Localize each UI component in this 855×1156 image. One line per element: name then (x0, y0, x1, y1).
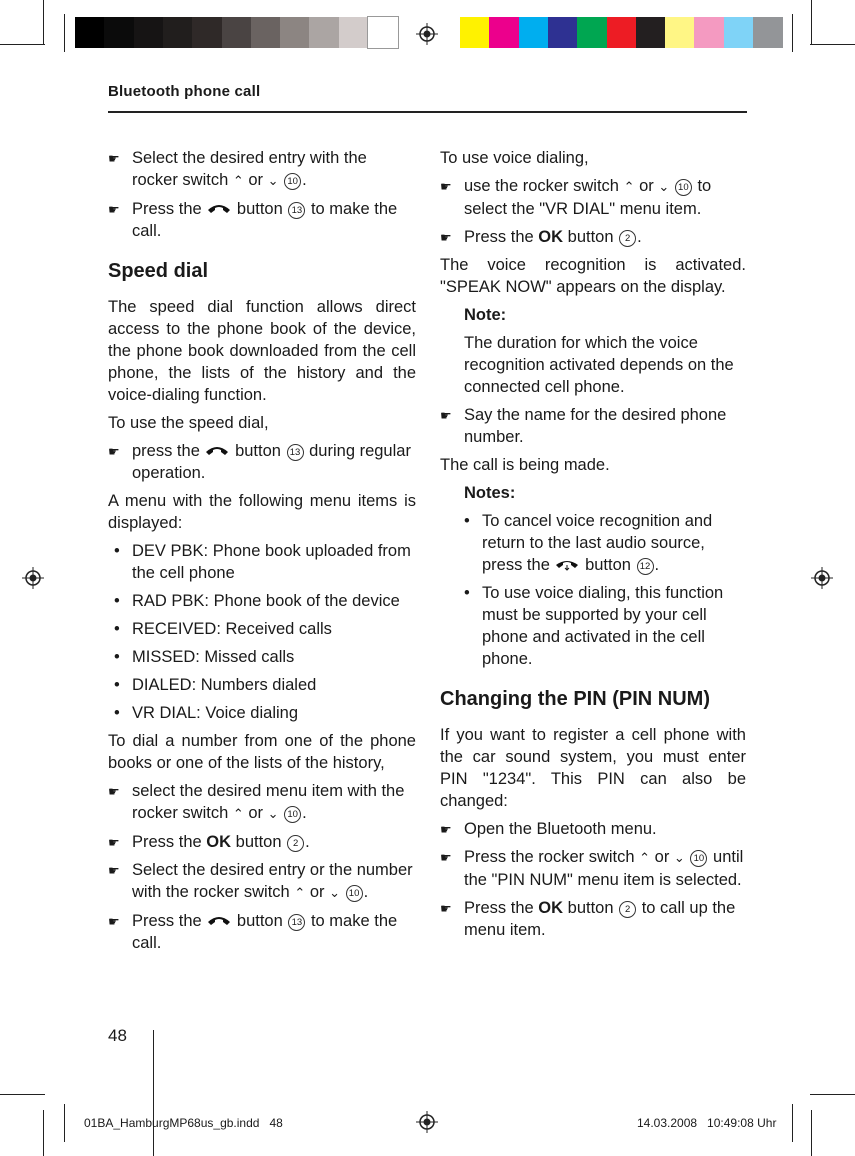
rocker-down-icon: ⌄ (267, 173, 279, 188)
footer-file-name: 01BA_HamburgMP68us_gb.indd 48 (84, 1116, 283, 1130)
instruction-step: ☛ Press the button 13 to make the call. (108, 912, 398, 952)
paragraph: The voice recognition is activated. "SPEAK NOW" appears on the display. (440, 256, 746, 296)
section-title-pin: Changing the PIN (PIN NUM) (440, 688, 710, 710)
registration-mark-icon (416, 23, 438, 45)
paragraph: The speed dial function allows direct access to the phone book of the device, the phone book downloaded from the cell phone, the lists of the history and the voice-dialing function. (108, 298, 416, 404)
process-swatch (724, 17, 754, 48)
paragraph: The call is being made. (440, 456, 610, 474)
instruction-step: ☛ press the button 13 during regular operation. (108, 442, 411, 482)
crop-mark (43, 1110, 44, 1156)
button-number-badge: 13 (288, 202, 305, 219)
gray-swatch (104, 17, 134, 48)
gray-swatch (192, 17, 222, 48)
pointing-hand-icon: ☛ (108, 202, 120, 217)
paragraph: To dial a number from one of the phone books or one of the lists of the history, (108, 732, 416, 772)
crop-mark (792, 1104, 793, 1142)
crop-mark (811, 0, 812, 45)
instruction-step: ☛ select the desired menu item with the rocker switch ⌃ or ⌄ 10 . (108, 780, 416, 825)
note-text: The duration for which the voice recognition activated depends on the connected cell phone. (464, 334, 734, 396)
button-number-badge: 10 (346, 885, 363, 902)
pointing-hand-icon: ☛ (440, 901, 452, 916)
gray-swatch (339, 17, 369, 48)
rocker-up-icon: ⌃ (639, 850, 651, 865)
registration-mark-icon (811, 567, 833, 589)
phone-handset-icon (204, 445, 230, 457)
pointing-hand-icon: ☛ (440, 850, 452, 865)
section-title-speed-dial: Speed dial (108, 260, 209, 282)
button-number-badge: 10 (675, 179, 692, 196)
ok-button-label: OK (206, 833, 232, 851)
instruction-step: ☛ use the rocker switch ⌃ or ⌄ 10 to select the "VR DIAL" menu item. (440, 177, 712, 218)
instruction-step: ☛ Press the OK button 2 . (440, 226, 746, 248)
list-item: • RAD PBK: Phone book of the device (114, 592, 400, 610)
phone-handset-icon (206, 203, 232, 215)
footer-timestamp: 14.03.2008 10:49:08 Uhr (637, 1116, 777, 1130)
list-item: • DEV PBK: Phone book uploaded from the cell phone (114, 542, 411, 582)
button-number-badge: 13 (287, 444, 304, 461)
instruction-step: ☛ Press the OK button 2 . (108, 831, 416, 853)
list-item: • MISSED: Missed calls (114, 648, 295, 666)
list-item: • VR DIAL: Voice dialing (114, 704, 299, 722)
list-item: • To use voice dialing, this function must be supported by your cell phone and activated in the cell phone. (464, 584, 724, 668)
process-swatch (519, 17, 549, 48)
paragraph: To use the speed dial, (108, 414, 269, 432)
crop-mark (43, 0, 44, 45)
ok-button-label: OK (538, 899, 564, 917)
process-swatch (548, 17, 578, 48)
crop-mark (64, 1104, 65, 1142)
registration-mark-icon (416, 1111, 438, 1133)
registration-mark-icon (22, 567, 44, 589)
rocker-down-icon: ⌄ (658, 179, 670, 194)
paragraph: A menu with the following menu items is displayed: (108, 492, 416, 532)
button-number-badge: 2 (619, 230, 636, 247)
notes-block (440, 482, 746, 670)
rocker-up-icon: ⌃ (232, 173, 244, 188)
note-title: Note: (464, 306, 507, 324)
button-number-badge: 10 (284, 806, 301, 823)
page-header-title: Bluetooth phone call (108, 83, 261, 100)
instruction-step: ☛ Press the button 13 to make the call. (108, 200, 398, 240)
left-column (108, 147, 416, 960)
instruction-step: ☛ Say the name for the desired phone number. (440, 406, 727, 446)
pointing-hand-icon: ☛ (108, 914, 120, 929)
gray-swatch (163, 17, 193, 48)
crop-mark (0, 1094, 45, 1095)
button-number-badge: 2 (619, 901, 636, 918)
instruction-step: ☛ Open the Bluetooth menu. (440, 818, 746, 840)
process-swatch (607, 17, 637, 48)
rocker-down-icon: ⌄ (329, 885, 340, 900)
process-swatch (489, 17, 519, 48)
instruction-step: ☛ Press the rocker switch ⌃ or ⌄ 10 until the "PIN NUM" menu item is selected. (440, 848, 744, 889)
list-item: • RECEIVED: Received calls (114, 620, 332, 638)
pointing-hand-icon: ☛ (108, 444, 120, 459)
crop-mark (810, 1094, 855, 1095)
rocker-up-icon: ⌃ (294, 885, 306, 900)
process-swatch (577, 17, 607, 48)
crop-mark (0, 44, 45, 45)
gray-swatch (309, 17, 339, 48)
instruction-step: ☛ Select the desired entry with the rocker switch ⌃ or ⌄ 10 . (108, 147, 416, 192)
paragraph: To use voice dialing, (440, 149, 589, 167)
crop-mark (153, 1030, 154, 1156)
pointing-hand-icon: ☛ (440, 408, 452, 423)
process-swatch (753, 17, 783, 48)
pointing-hand-icon: ☛ (440, 230, 452, 245)
list-item: • DIALED: Numbers dialed (114, 676, 317, 694)
pointing-hand-icon: ☛ (440, 822, 452, 837)
crop-mark (811, 1110, 812, 1156)
rocker-down-icon: ⌄ (267, 806, 279, 821)
header-rule (108, 111, 747, 113)
ok-button-label: OK (538, 228, 564, 246)
phone-hangup-icon (554, 559, 580, 571)
right-column (440, 147, 746, 947)
process-swatch (636, 17, 666, 48)
process-swatch (694, 17, 724, 48)
page-number: 48 (108, 1026, 127, 1045)
gray-swatch (222, 17, 252, 48)
button-number-badge: 2 (287, 835, 304, 852)
gray-swatch (134, 17, 164, 48)
process-swatch (665, 17, 695, 48)
crop-mark (64, 14, 65, 52)
instruction-step: ☛ Press the OK button 2 to call up the menu item. (440, 899, 736, 939)
button-number-badge: 13 (288, 914, 305, 931)
pointing-hand-icon: ☛ (108, 151, 120, 166)
gray-swatch (75, 17, 105, 48)
gray-swatch (251, 17, 281, 48)
button-number-badge: 10 (690, 850, 707, 867)
pointing-hand-icon: ☛ (108, 784, 120, 799)
notes-title: Notes: (464, 484, 516, 502)
phone-handset-icon (206, 915, 232, 927)
rocker-down-icon: ⌄ (673, 850, 685, 865)
gray-swatch (368, 17, 398, 48)
button-number-badge: 12 (637, 558, 654, 575)
pointing-hand-icon: ☛ (108, 863, 120, 878)
button-number-badge: 10 (284, 173, 301, 190)
crop-mark (810, 44, 855, 45)
pointing-hand-icon: ☛ (108, 835, 120, 850)
process-swatch (460, 17, 490, 48)
instruction-step: ☛ Select the desired entry or the number with the rocker switch ⌃ or ⌄ 10 . (108, 859, 416, 904)
rocker-up-icon: ⌃ (232, 806, 244, 821)
rocker-up-icon: ⌃ (623, 179, 635, 194)
pointing-hand-icon: ☛ (440, 179, 452, 194)
note-block (440, 304, 746, 398)
crop-mark (792, 14, 793, 52)
paragraph: If you want to register a cell phone with the car sound system, you must enter PIN "1234". This PIN can also be changed: (440, 726, 746, 810)
list-item: • To cancel voice recognition and return to the last audio source, press the button 12 . (464, 512, 713, 574)
gray-swatch (280, 17, 310, 48)
